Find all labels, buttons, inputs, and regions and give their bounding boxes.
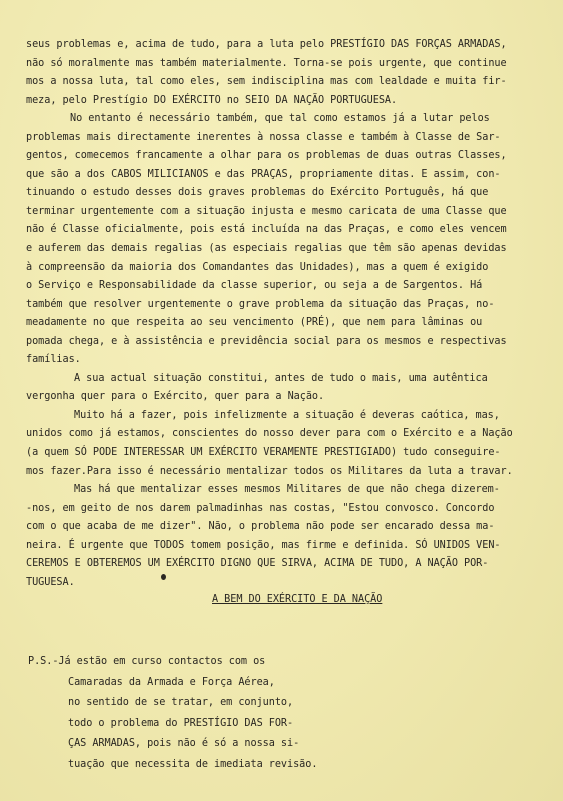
text-line: à compreensão da maioria dos Comandantes das Unidades), mas a quem é exigido — [26, 261, 489, 273]
text-line: No entanto é necessário também, que tal como estamos já a lutar pelos — [70, 113, 490, 125]
ink-dot — [161, 574, 166, 580]
text-line: meadamente no que respeita ao seu vencimento (PRÉ), que nem para lâminas ou — [26, 317, 483, 329]
text-line: o Serviço e Responsabilidade da classe superior, ou seja a de Sargentos. Há — [26, 280, 483, 292]
text-line: não é Classe oficialmente, pois está incluída na das Praças, e como eles vencem — [26, 224, 507, 236]
text-line: que são a dos CABOS MILICIANOS e das PRAÇAS, propriamente ditas. E assim, con- — [26, 168, 501, 180]
text-line: tinuando o estudo desses dois graves problemas do Exército Português, há que — [26, 187, 489, 199]
text-line: meza, pelo Prestígio DO EXÉRCITO no SEIO DA NAÇÃO PORTUGUESA. — [26, 94, 398, 106]
text-line: seus problemas e, acima de tudo, para a luta pelo PRESTÍGIO DAS FORÇAS ARMADAS, — [26, 39, 507, 50]
text-line: unidos como já estamos, conscientes do nosso dever para com o Exército e a Nação — [26, 428, 513, 440]
text-line: não só moralmente mas também materialmente. Torna-se pois urgente, que continue — [26, 57, 507, 69]
text-line: mos fazer.Para isso é necessário mentalizar todos os Militares da luta a travar. — [26, 465, 513, 477]
text-line: A sua actual situação constitui, antes de tudo o mais, uma autêntica — [74, 372, 488, 384]
postscript-label: P.S.- — [28, 656, 59, 667]
text-line: vergonha quer para o Exército, quer para a Nação. — [26, 391, 325, 403]
postscript-line: todo o problema do PRESTÍGIO DAS FOR- — [68, 717, 294, 729]
postscript-line: ÇAS ARMADAS, pois não é só a nossa si- — [68, 738, 300, 750]
text-line: com o que acaba de me dizer". Não, o problema não pode ser encarado dessa ma- — [26, 521, 495, 533]
letter-body — [26, 36, 546, 592]
text-line: gentos, comecemos francamente a olhar para os problemas de duas outras Classes, — [26, 150, 507, 162]
text-line: também que resolver urgentemente o grave problema da situação das Praças, no- — [26, 298, 495, 310]
postscript-line: Camaradas da Armada e Força Aérea, — [68, 676, 275, 688]
postscript-line — [28, 652, 508, 673]
text-line: famílias. — [26, 354, 81, 366]
text-line: terminar urgentemente com a situação injusta e mesmo caricata de uma Classe que — [26, 205, 507, 217]
text-line: (a quem SÓ PODE INTERESSAR UM EXÉRCITO VERAMENTE PRESTIGIADO) tudo conseguire- — [26, 447, 501, 459]
closing-heading: A BEM DO EXÉRCITO E DA NAÇÃO — [212, 594, 383, 605]
text-line: e auferem das demais regalias (as especiais regalias que têm são apenas devidas — [26, 243, 507, 255]
text-line: CEREMOS E OBTEREMOS UM EXÉRCITO DIGNO QUE SIRVA, ACIMA DE TUDO, A NAÇÃO POR- — [26, 558, 489, 570]
text-line: -nos, em geito de nos darem palmadinhas nas costas, "Estou convosco. Concordo — [26, 502, 495, 514]
postscript — [28, 652, 508, 776]
text-line: pomada chega, e à assistência e previdência social para os mesmos e respectivas — [26, 335, 507, 347]
text-line: Muito há a fazer, pois infelizmente a situação é deveras caótica, mas, — [74, 409, 500, 421]
text-line: Mas há que mentalizar esses mesmos Militares de que não chega dizerem- — [74, 484, 500, 496]
text-line: TUGUESA. — [26, 576, 75, 588]
text-line: problemas mais directamente inerentes à nossa classe e também à Classe de Sar- — [26, 131, 501, 143]
postscript-text: Já estão em curso contactos com os — [58, 656, 266, 667]
postscript-line: tuação que necessita de imediata revisão. — [68, 758, 318, 770]
text-line: mos a nossa luta, tal como eles, sem indisciplina mas com lealdade e muita fir- — [26, 76, 507, 88]
text-line: neira. É urgente que TODOS tomem posição, mas firme e definida. SÓ UNIDOS VEN- — [26, 539, 501, 551]
postscript-line: no sentido de se tratar, em conjunto, — [68, 697, 294, 709]
